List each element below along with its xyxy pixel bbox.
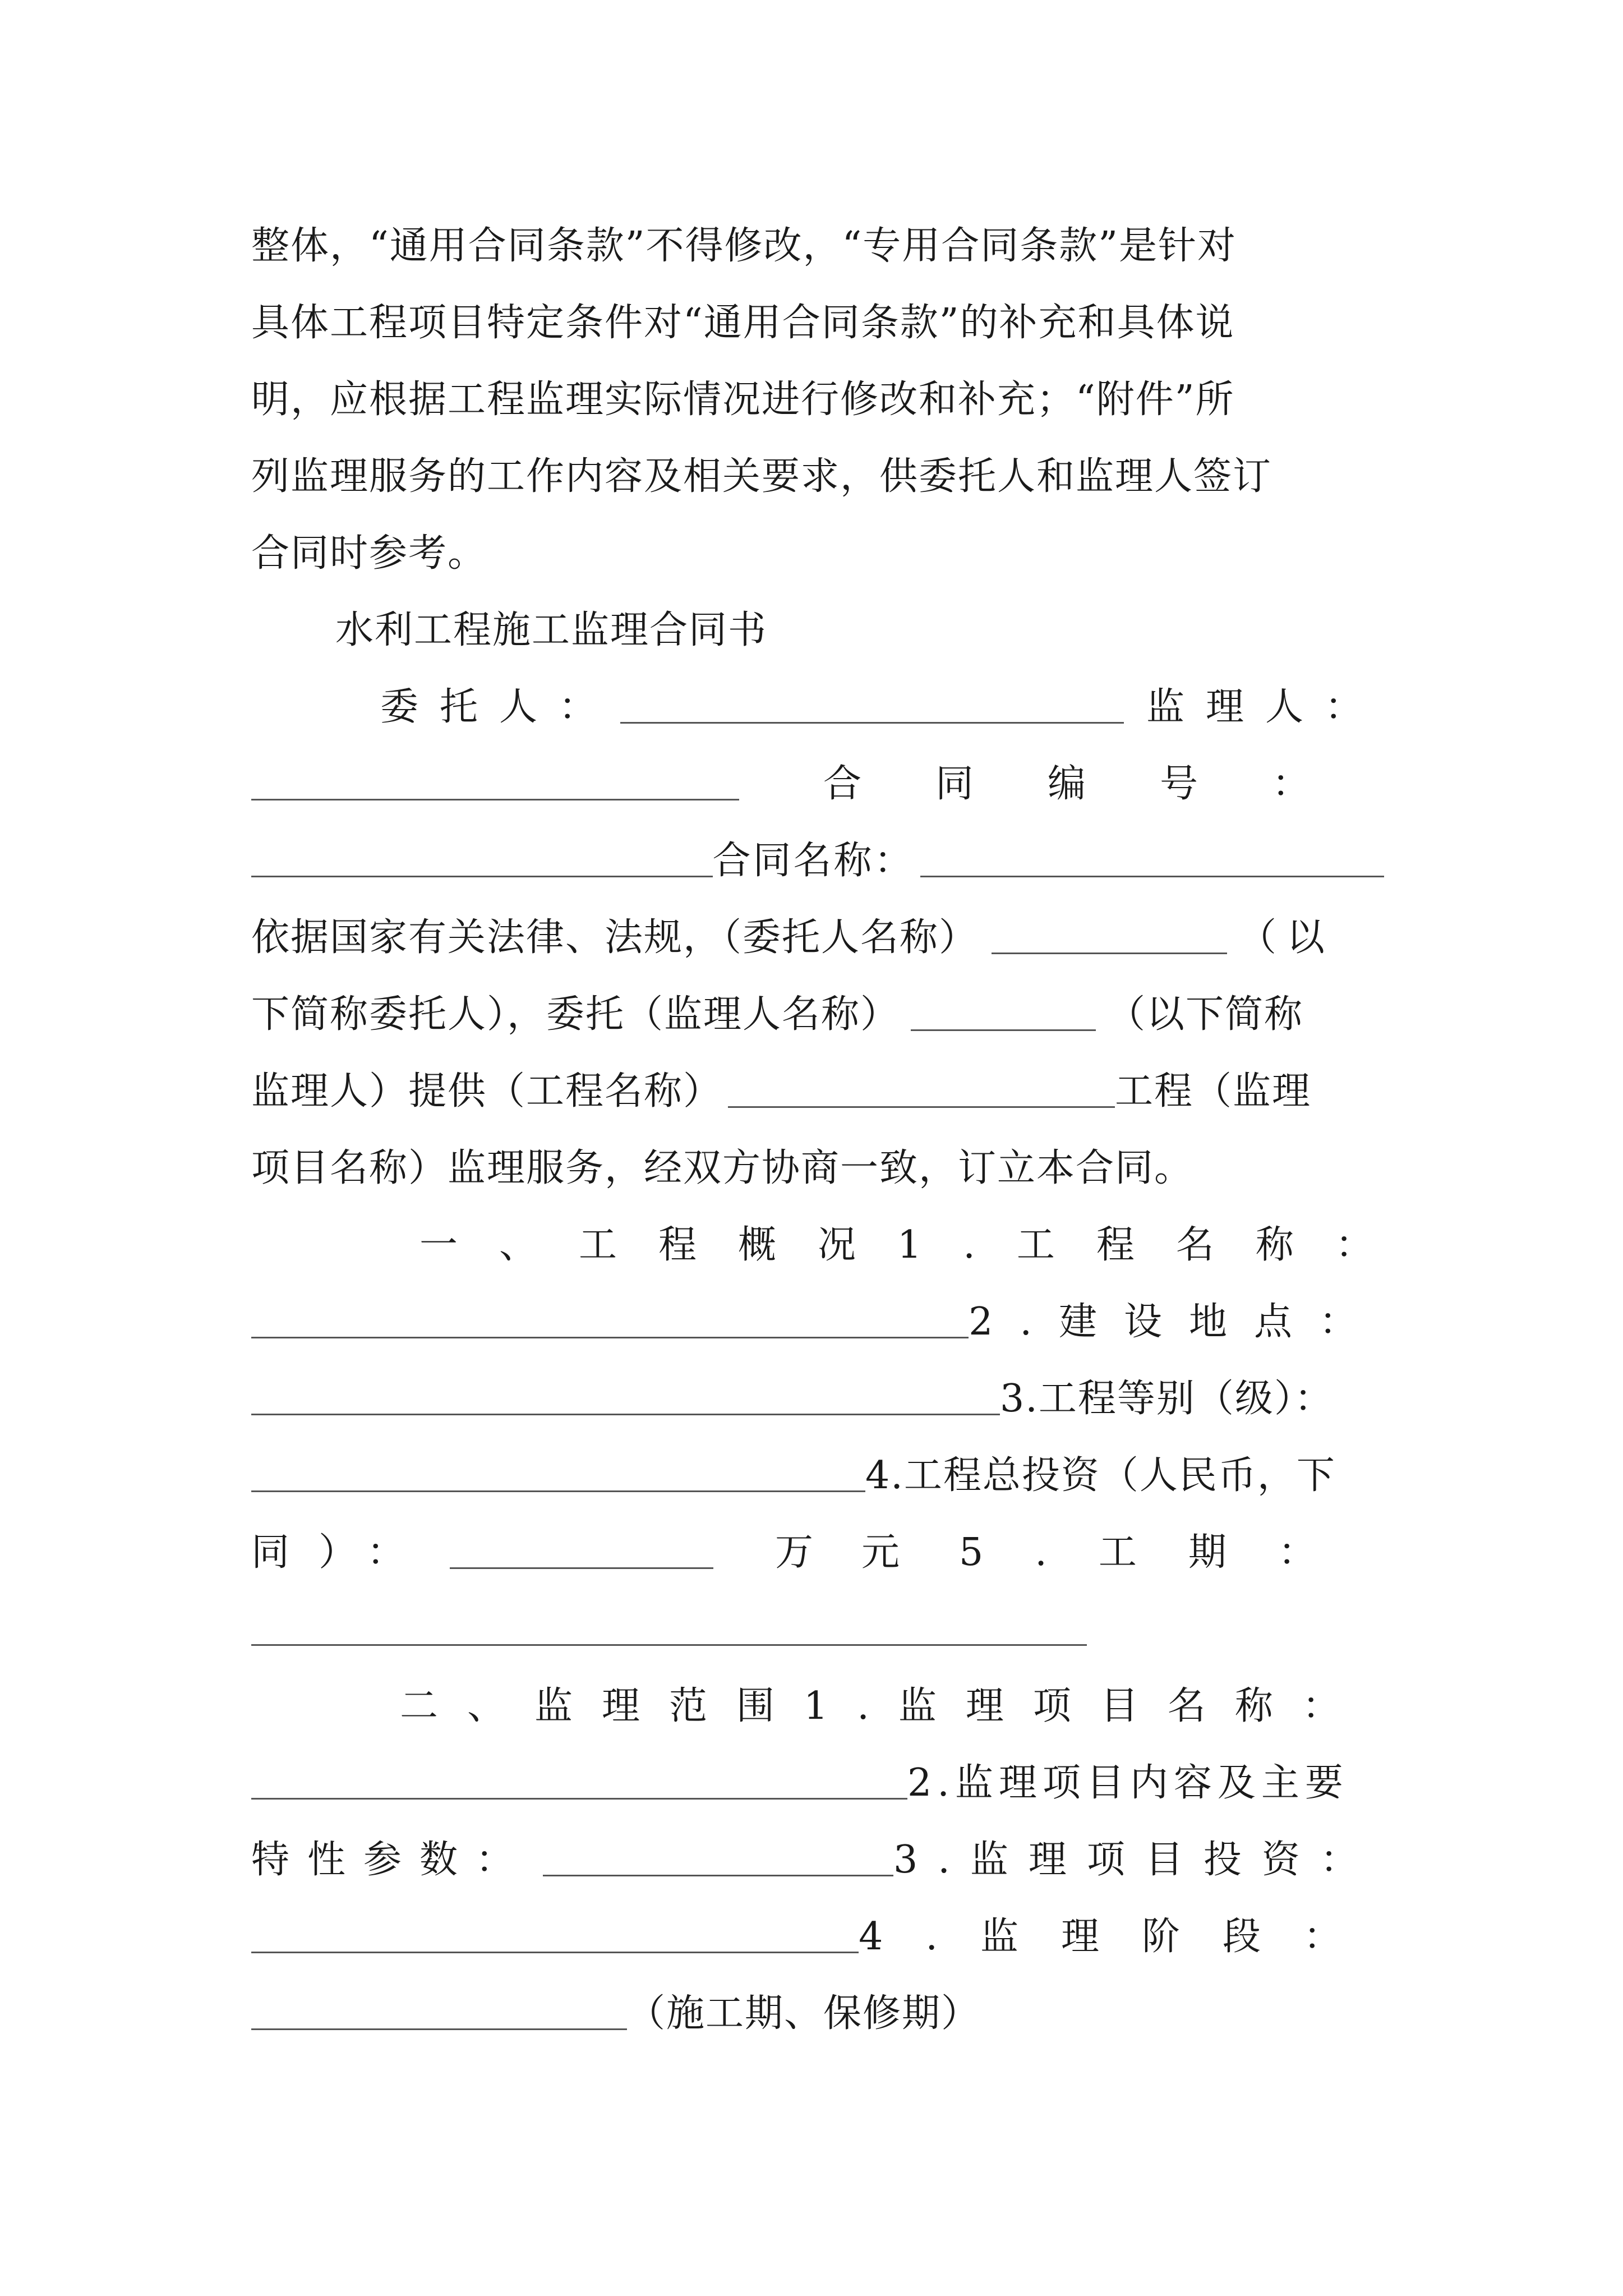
contract-no-label: 合同编号：	[823, 762, 1384, 806]
client-name-blank[interactable]	[992, 953, 1227, 954]
s2-item2-cont: 特性参数：	[251, 1838, 532, 1882]
grade-blank[interactable]	[251, 1490, 865, 1492]
item-name-blank[interactable]	[251, 1798, 907, 1800]
basis-line-1: 依据国家有关法律、法规，（委托人名称） （以	[251, 915, 1335, 960]
client-blank[interactable]	[620, 722, 1124, 724]
s1-item2: 2.建设地点：	[969, 1300, 1384, 1344]
basis-line-4: 项目名称）监理服务，经双方协商一致，订立本合同。	[251, 1146, 1194, 1190]
s1-line-3	[251, 1360, 1384, 1437]
duration-blank[interactable]	[251, 1644, 1087, 1646]
intro-line-3: 明，应根据工程监理实际情况进行修改和补充；“附件”所	[251, 378, 1235, 422]
s2-item3: 3.监理项目投资：	[893, 1838, 1378, 1882]
s2-item1: 1.监理项目名称：	[804, 1684, 1370, 1728]
s2-item2: 2.监理项目内容及主要	[907, 1761, 1349, 1805]
intro-line-1: 整体，“通用合同条款”不得修改，“专用合同条款”是针对	[251, 224, 1237, 268]
item-investment-blank[interactable]	[251, 1952, 859, 1953]
parties-line-1	[251, 669, 1384, 746]
s1-line-6	[251, 1591, 1384, 1668]
s2-line-2	[251, 1745, 1384, 1821]
s1-line-1	[251, 1207, 1415, 1283]
s2-item4: 4.监理阶段：	[859, 1915, 1384, 1959]
client-label: 委托人：	[380, 685, 619, 729]
s1-item4-cont: 同）：	[251, 1530, 435, 1575]
s2-line-3	[251, 1821, 1384, 1898]
s1-item3: 3.工程等别（级）：	[1000, 1377, 1334, 1421]
contract-title: 水利工程施工监理合同书	[335, 608, 768, 652]
intro-line-5: 合同时参考。	[251, 531, 487, 576]
intro-line-2: 具体工程项目特定条件对“通用合同条款”的补充和具体说	[251, 301, 1235, 345]
basis-line-2: 下简称委托人），委托（监理人名称） （以下简称	[251, 992, 1304, 1037]
s1-item1: 1.工程名称：	[897, 1223, 1415, 1267]
s2-item4-note: （施工期、保修期）	[627, 1991, 981, 2036]
parties-line-2	[251, 746, 1384, 822]
location-blank[interactable]	[251, 1414, 1000, 1415]
basis-line-3: 监理人）提供（工程名称） 工程（监理	[251, 1069, 1312, 1114]
s1-line-5	[251, 1514, 1384, 1591]
parties-line-3	[251, 822, 1384, 899]
document-page	[251, 208, 1415, 2052]
project-name-value-blank[interactable]	[251, 1337, 969, 1338]
contract-no-blank[interactable]	[251, 876, 713, 877]
s1-line-2	[251, 1283, 1384, 1360]
supervisor-blank[interactable]	[251, 799, 739, 800]
contract-name-blank[interactable]	[920, 876, 1384, 877]
s1-item4-unit: 万元	[775, 1530, 948, 1575]
section2-heading: 二、监理范围	[400, 1684, 804, 1728]
supervisor-label: 监理人：	[1146, 685, 1384, 729]
s2-line-1	[251, 1668, 1384, 1745]
s2-line-4	[251, 1898, 1384, 1975]
parameters-blank[interactable]	[543, 1875, 893, 1876]
stage-blank[interactable]	[251, 2028, 627, 2030]
investment-blank[interactable]	[450, 1567, 713, 1569]
s1-line-4	[251, 1437, 1384, 1514]
s1-item5: 5.工期：	[959, 1530, 1368, 1575]
section1-heading: 一、工程概况	[419, 1223, 898, 1267]
contract-name-label: 合同名称：	[712, 839, 915, 883]
s1-item4: 4.工程总投资（人民币，下	[865, 1453, 1336, 1498]
s2-line-5	[251, 1975, 1384, 2052]
project-name-blank[interactable]	[728, 1106, 1115, 1108]
intro-line-4: 列监理服务的工作内容及相关要求，供委托人和监理人签订	[251, 454, 1272, 499]
supervisor-name-blank[interactable]	[911, 1029, 1096, 1031]
